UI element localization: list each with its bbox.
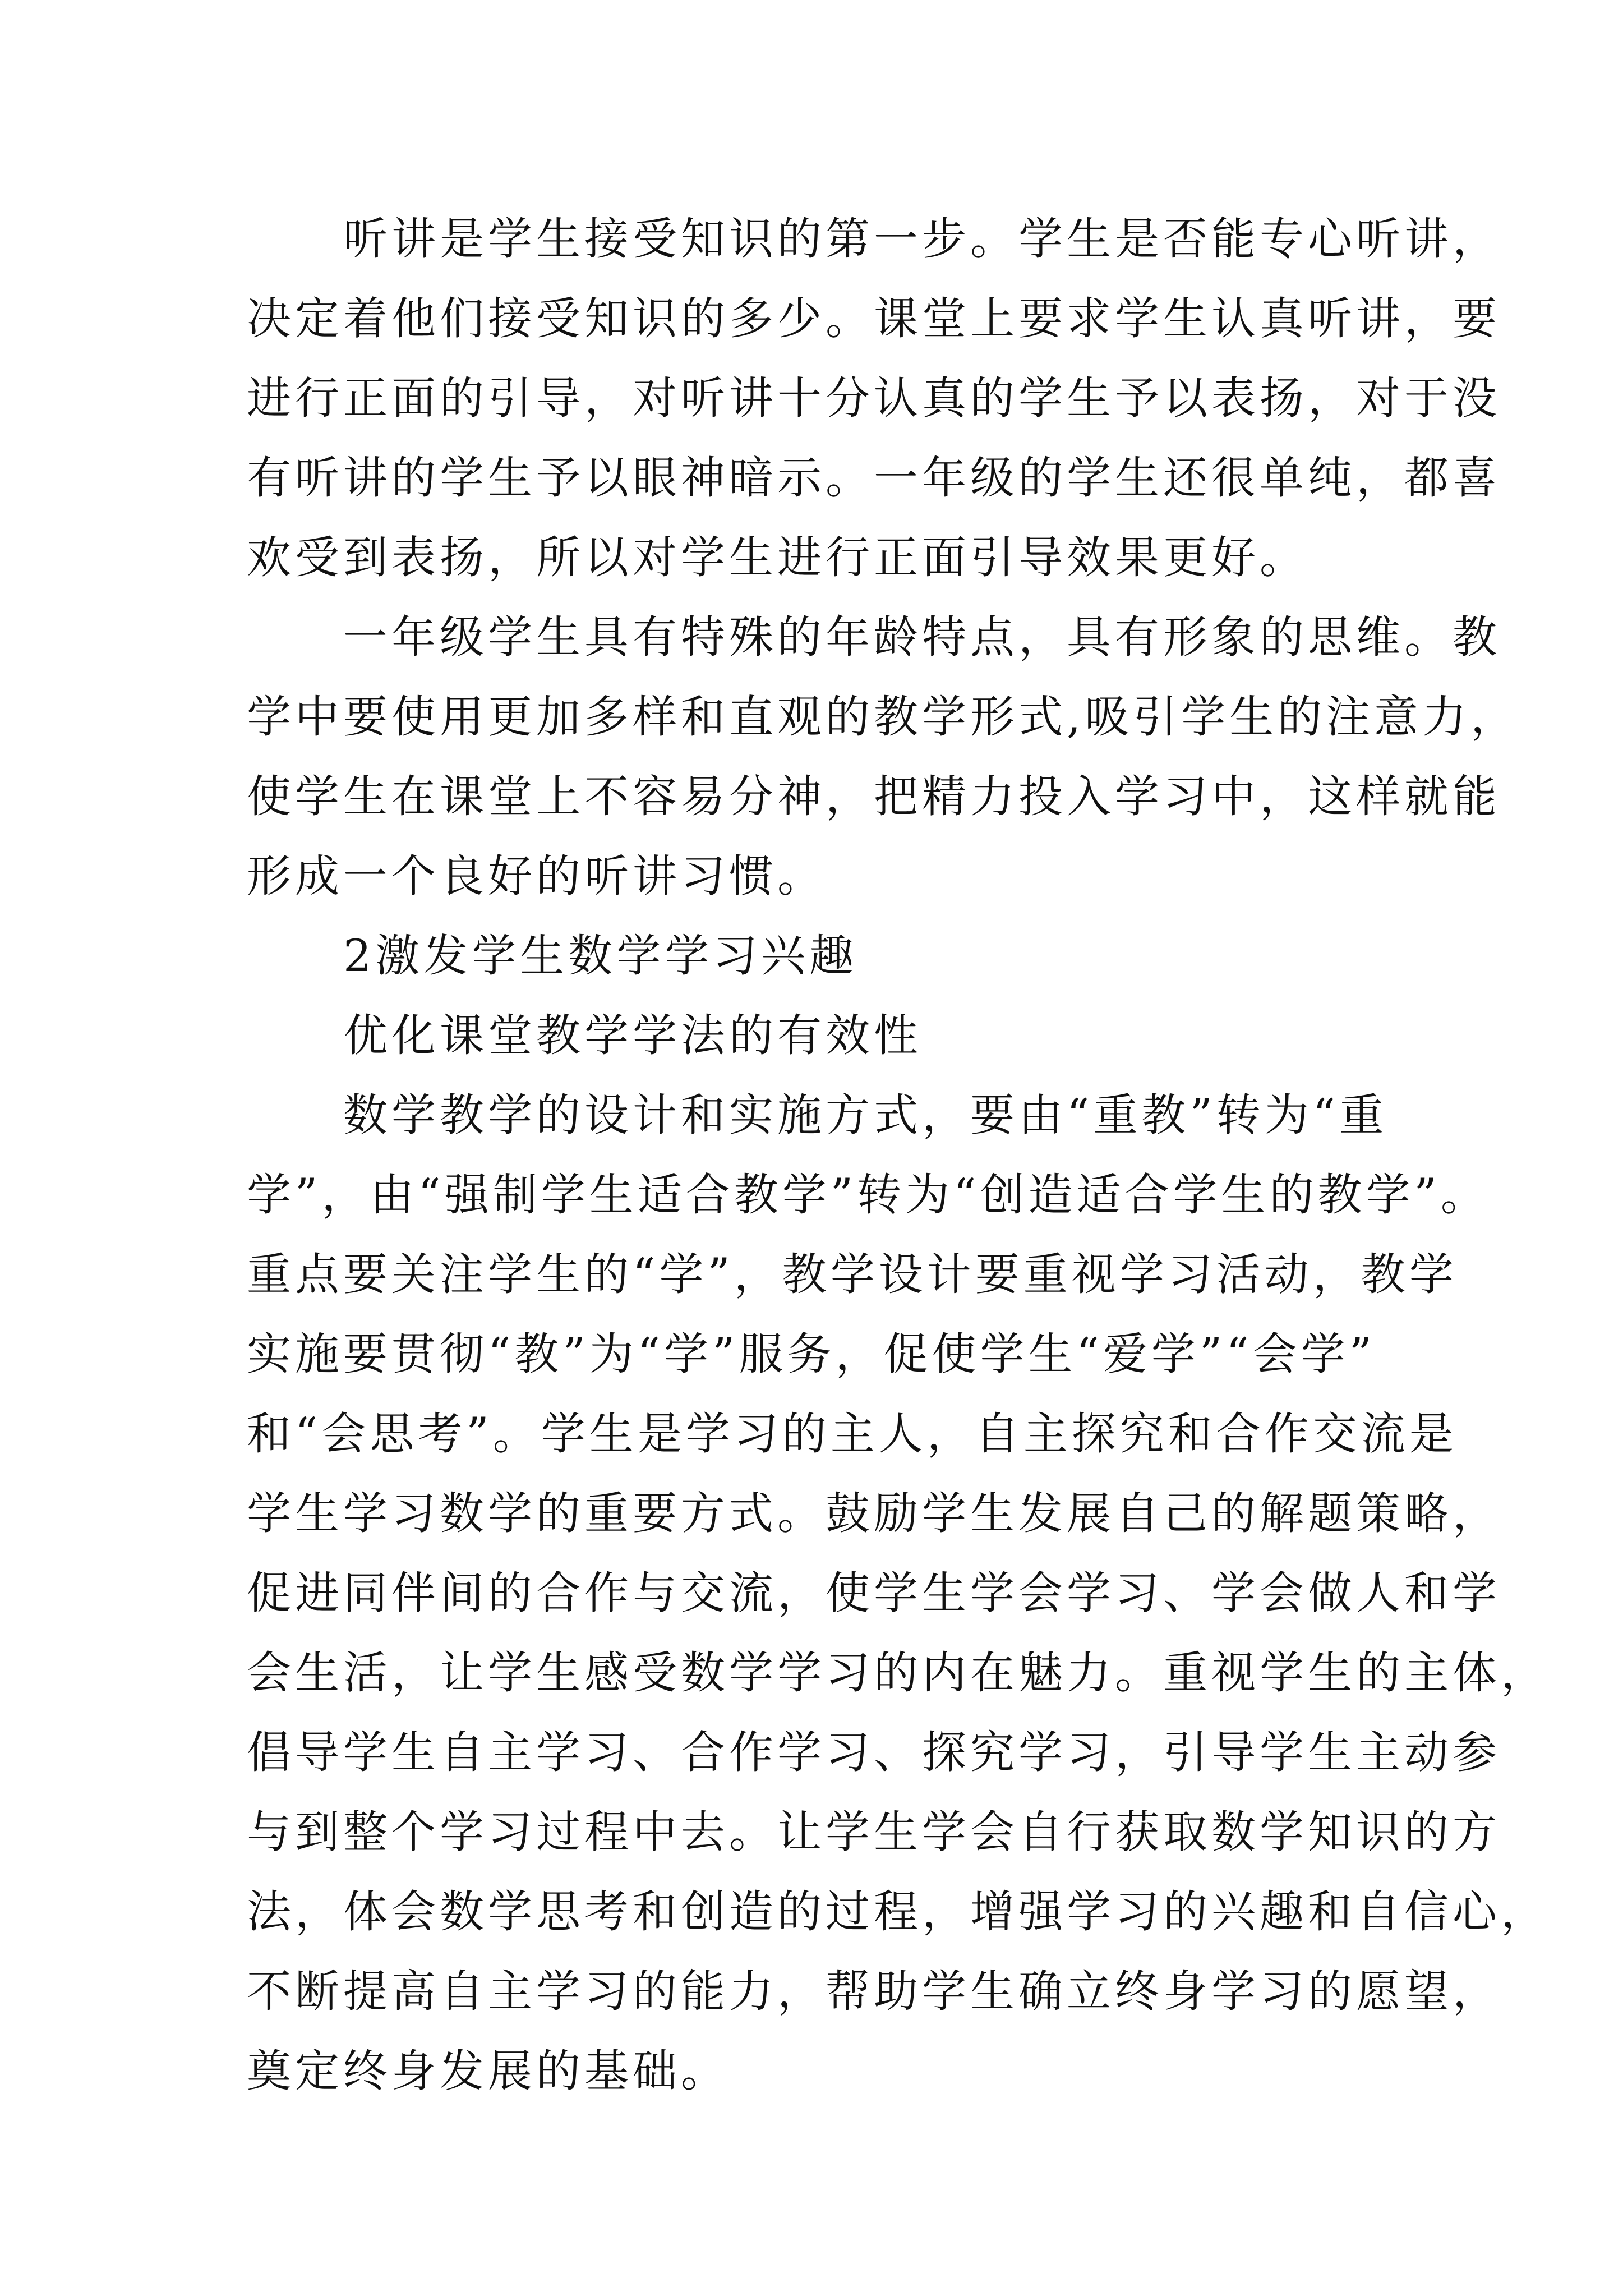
paragraph-line: 不断提高自主学习的能力，帮助学生确立终身学习的愿望， xyxy=(247,1966,1501,2017)
paragraph-line: 会生活，让学生感受数学学习的内在魅力。重视学生的主体， xyxy=(247,1647,1549,1699)
paragraph-line: 欢受到表扬，所以对学生进行正面引导效果更好。 xyxy=(247,532,1308,583)
paragraph-listening xyxy=(247,199,1501,597)
paragraph-line: 促进同伴间的合作与交流，使学生学会学习、学会做人和学 xyxy=(247,1567,1501,1619)
paragraph-line: 学生学习数学的重要方式。鼓励学生发展自己的解题策略， xyxy=(247,1488,1501,1539)
heading-line: 2激发学生数学学习兴趣 xyxy=(343,930,858,982)
paragraph-line: 和“会思考”。学生是学习的主人，自主探究和合作交流是 xyxy=(247,1408,1458,1460)
paragraph-line: 一年级学生具有特殊的年龄特点，具有形象的思维。教 xyxy=(343,611,1501,663)
paragraph-line: 学”，由“强制学生适合教学”转为“创造适合学生的教学”。 xyxy=(247,1169,1489,1221)
paragraph-line: 法，体会数学思考和创造的过程，增强学习的兴趣和自信心， xyxy=(247,1886,1549,1938)
paragraph-line: 决定着他们接受知识的多少。课堂上要求学生认真听讲，要 xyxy=(247,293,1501,344)
paragraph-line: 听讲是学生接受知识的第一步。学生是否能专心听讲， xyxy=(343,213,1501,265)
paragraph-line: 奠定终身发展的基础。 xyxy=(247,2045,729,2097)
paragraph-line: 学中要使用更加多样和直观的教学形式,吸引学生的注意力， xyxy=(247,691,1519,743)
paragraph-teaching-design xyxy=(247,1075,1549,2111)
paragraph-line: 使学生在课堂上不容易分神，把精力投入学习中，这样就能 xyxy=(247,771,1501,822)
paragraph-age-characteristics xyxy=(247,597,1519,916)
paragraph-line: 实施要贯彻“教”为“学”服务，促使学生“爱学”“会学” xyxy=(247,1328,1376,1380)
subsection-heading xyxy=(247,996,1396,1075)
paragraph-line: 重点要关注学生的“学”，教学设计要重视学习活动，教学 xyxy=(247,1249,1458,1300)
paragraph-line: 与到整个学习过程中去。让学生学会自行获取数学知识的方 xyxy=(247,1806,1501,1858)
paragraph-line: 进行正面的引导，对听讲十分认真的学生予以表扬，对于没 xyxy=(247,372,1501,424)
paragraph-line: 形成一个良好的听讲习惯。 xyxy=(247,850,826,902)
section-heading xyxy=(247,916,1396,996)
paragraph-line: 有听讲的学生予以眼神暗示。一年级的学生还很单纯，都喜 xyxy=(247,452,1501,504)
paragraph-line: 倡导学生自主学习、合作学习、探究学习，引导学生主动参 xyxy=(247,1727,1501,1778)
document-body xyxy=(247,199,1549,2111)
heading-line: 优化课堂教学学法的有效性 xyxy=(343,1010,922,1061)
paragraph-line: 数学教学的设计和实施方式，要由“重教”转为“重 xyxy=(343,1089,1388,1141)
